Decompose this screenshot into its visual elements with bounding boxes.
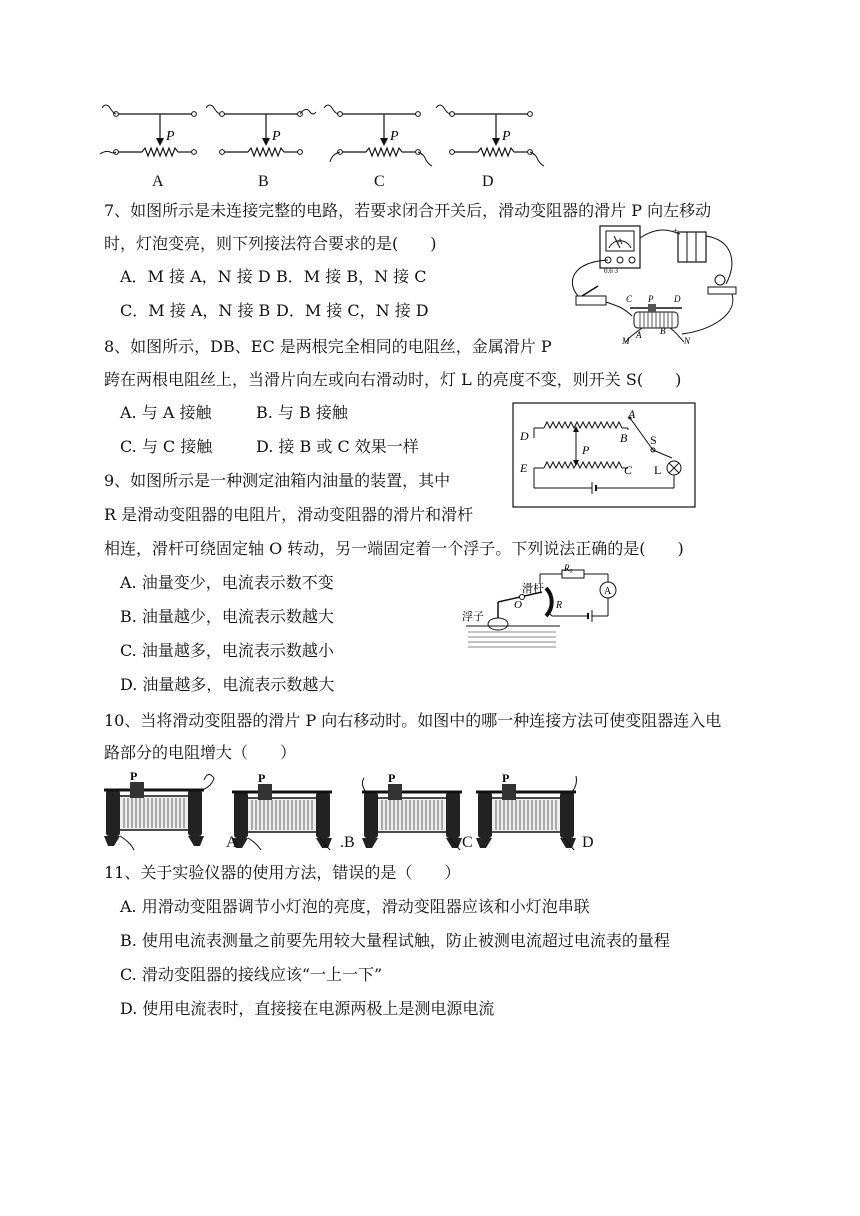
q7-text-line1: 7、如图所示是未连接完整的电路，若要求闭合开关后，滑动变阻器的滑片 P 向左移动 (104, 201, 712, 220)
q7-label-c: C (626, 294, 633, 304)
q9-option-a: A. 油量变少，电流表示数不变 (120, 573, 334, 592)
q9-option-b: B. 油量越少，电流表示数越大 (120, 607, 334, 626)
q8-option-c: C. 与 C 接触 (120, 437, 213, 456)
q9-label-rod: 滑杆 (522, 583, 544, 595)
q6-figure-c (324, 105, 432, 166)
q7-label-d: D (674, 294, 681, 304)
q10-text-line2: 路部分的电阻增大（ ） (104, 743, 297, 762)
q8-label-d: D (520, 429, 529, 443)
q8-option-b: B. 与 B 接触 (256, 403, 348, 422)
q6-label-d: D (482, 173, 494, 190)
q8-label-e: E (520, 461, 528, 475)
q8-text-line2: 跨在两根电阻丝上，当滑片向左或向右滑动时，灯 L 的亮度不变，则开关 S( ) (104, 370, 682, 389)
q9-option-c: C. 油量越多，电流表示数越小 (120, 641, 334, 660)
q9-label-r0: R₀ (564, 563, 573, 573)
q6-label-b: B (258, 173, 269, 190)
q9-ammeter-label: A (604, 586, 612, 597)
svg-text:P: P (388, 771, 396, 785)
svg-text:+: + (673, 226, 679, 236)
q7-option-d: D．M 接 C，N 接 D (276, 301, 429, 320)
q8-text-line1: 8、如图所示，DB、EC 是两根完全相同的电阻丝，金属滑片 P (104, 337, 552, 356)
q9-label-o: O (514, 599, 522, 611)
q10-label-b: .B (340, 834, 355, 851)
q9-oil-gauge-figure (460, 562, 640, 650)
q7-circuit-figure (562, 222, 752, 346)
q6-p-label: P (166, 129, 175, 144)
q7-option-a: A．M 接 A，N 接 D (120, 267, 271, 286)
q9-text-line1: 9、如图所示是一种测定油箱内油量的装置，其中 (104, 471, 451, 490)
q10-p-label: P (130, 770, 138, 783)
svg-text:P: P (258, 771, 266, 785)
q9-text-line3: 相连，滑杆可绕固定轴 O 转动，另一端固定着一个浮子。下列说法正确的是( ) (104, 539, 684, 558)
q6-figure-a (100, 105, 196, 156)
q6-label-c: C (374, 173, 385, 190)
q11-text: 11、关于实验仪器的使用方法，错误的是（ ） (104, 863, 461, 882)
q7-label-m: M (622, 336, 630, 346)
q7-ammeter-label: A (617, 237, 623, 246)
q6-figure-b (206, 105, 316, 156)
q10-label-a: A (226, 834, 238, 851)
q8-label-a: A (628, 407, 636, 421)
q8-label-s: S (650, 433, 657, 447)
q8-label-c: C (624, 463, 633, 477)
q10-text-line1: 10、当将滑动变阻器的滑片 P 向右移动时。如图中的哪一种连接方法可使变阻器连入电 (104, 711, 722, 730)
q7-label-p: P (648, 294, 654, 304)
q7-option-c: C．M 接 A，N 接 B (120, 301, 271, 320)
q9-label-r: R (556, 600, 563, 611)
q9-option-d: D. 油量越多，电流表示数越大 (120, 675, 335, 694)
q10-label-d: D (582, 834, 594, 851)
q8-label-b: B (620, 431, 628, 445)
svg-text:P: P (502, 129, 511, 144)
q7-label-n: N (684, 336, 691, 346)
q10-figure-c (362, 771, 462, 850)
q7-option-b: B．M 接 B，N 接 C (276, 267, 427, 286)
q8-circuit-figure (512, 402, 696, 508)
svg-text:P: P (502, 771, 510, 785)
q11-option-b: B. 使用电流表测量之前要先用较大量程试触，防止被测电流超过电流表的量程 (120, 931, 670, 950)
q9-text-line2: R 是滑动变阻器的电阻片，滑动变阻器的滑片和滑杆 (104, 505, 474, 524)
q11-option-d: D. 使用电流表时，直接接在电源两极上是测电源电流 (120, 999, 495, 1018)
q9-label-float: 浮子 (462, 611, 484, 623)
svg-text:P: P (390, 129, 399, 144)
q8-option-d: D. 接 B 或 C 效果一样 (256, 437, 419, 456)
q8-label-l: L (654, 463, 662, 477)
q11-option-c: C. 滑动变阻器的接线应该“一上一下” (120, 965, 383, 984)
q10-figure-d (476, 771, 577, 850)
svg-text:P: P (272, 129, 281, 144)
q10-label-c: C (462, 834, 473, 851)
q6-figures (96, 96, 556, 168)
q6-label-a: A (152, 173, 164, 190)
q11-option-a: A. 用滑动变阻器调节小灯泡的亮度，滑动变阻器应该和小灯泡串联 (120, 897, 590, 916)
q10-figure-b (232, 771, 332, 850)
q7-ammeter-scale: 0.6 3 (604, 267, 618, 275)
q8-label-p: P (582, 443, 590, 457)
q10-figure-a (104, 770, 214, 850)
q7-text-line2: 时，灯泡变亮，则下列接法符合要求的是( ) (104, 234, 437, 253)
q8-option-a: A. 与 A 接触 (120, 403, 212, 422)
q7-label-b: B (660, 326, 666, 336)
q7-label-a: A (636, 330, 642, 340)
q6-figure-d (436, 105, 544, 166)
